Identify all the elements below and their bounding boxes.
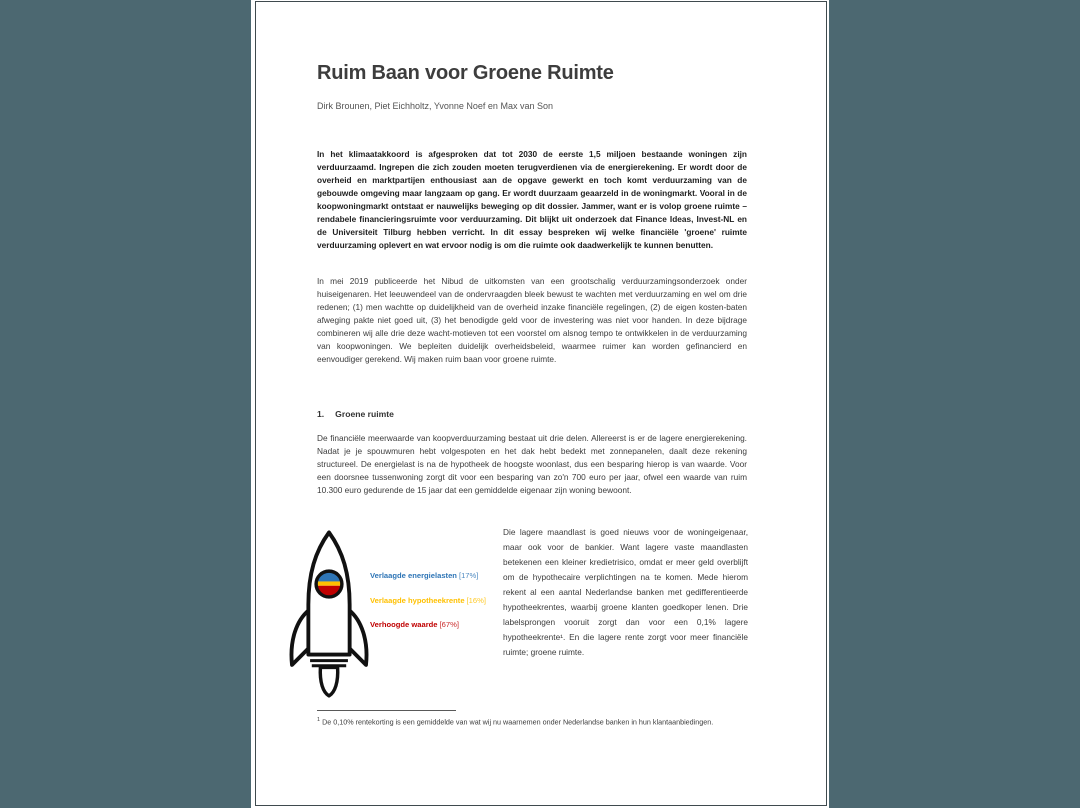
page-content — [317, 0, 747, 808]
authors-line: Dirk Brounen, Piet Eichholtz, Yvonne Noef en Max van Son — [317, 101, 553, 111]
label-value: [16%] — [466, 596, 486, 605]
document-page — [251, 0, 829, 808]
footnote-text: De 0,10% rentekorting is een gemiddelde van wat wij nu waarnemen onder Nederlandse banken in hun klantaanbiedingen. — [322, 717, 714, 727]
intro-paragraph: In het klimaatakkoord is afgesproken dat tot 2030 de eerste 1,5 miljoen bestaande woningen zijn verduurzaamd. Ingrepen die zich zouden moeten terugverdienen via de energierekening. Er wordt door de overheid en marktpartijen enthousiast aan de opgave gewerkt en toch komt verduurzaming van de gebouwde omgeving maar langzaam op gang. Er wordt duurzaam geaarzeld in de woningmarkt. Vooral in de koopwoningmarkt ontstaat er nauwelijks beweging op dit dossier. Jammer, want er is volop groene ruimte – rendabele financieringsruimte voor verduurzaming. Dit blijkt uit onderzoek dat Finance Ideas, Invest-NL en de Universiteit Tilburg hebben verricht. In dit essay bespreken wij welke financiële 'groene' ruimte verduurzaming oplevert en wat ervoor nodig is om die ruimte ook daadwerkelijk te kunnen benutten. — [317, 149, 747, 250]
label-value: [17%] — [458, 571, 479, 580]
footnote — [317, 715, 749, 727]
label-text: Verlaagde energielasten — [370, 571, 457, 580]
section-number: 1. — [317, 409, 325, 419]
side-paragraph: Die lagere maandlast is goed nieuws voor de woningeigenaar, maar ook voor de bankier. Want lagere vaste maandlasten betekenen een kleiner kredietrisico, omdat er meer geld overblijft om de hypothecaire verplichtingen na te komen. Mede hierom rekent al een aantal Nederlandse banken met gedifferentieerde hypotheekrentes, waarbij groene klanten goedkoper lenen. Drie labelsprongen vooruit zorgt dan voor een 0,1% lagere hypotheekrente¹. En die lagere rente zorgt voor meer financiële ruimte; groene ruimte. — [503, 527, 748, 657]
section-heading — [317, 409, 747, 419]
footnote-marker: 1 — [317, 717, 321, 723]
section-heading-label: Groene ruimte — [335, 409, 394, 419]
rocket-icon — [286, 529, 372, 701]
body-paragraph: De financiële meerwaarde van koopverduurzaming bestaat uit drie delen. Allereerst is er de lagere energierekening. Nadat je je spouwmuren hebt volgespoten en het dak hebt bedekt met zonnepanelen, daalt deze rekening structureel. De energielast is na de hypotheek de hoogste woonlast, dus een besparing hierop is van waarde. Voor een doorsnee tussenwoning zorgt dit voor een besparing van zo'n 700 euro per jaar, ofwel een waarde van ruim 10.300 euro gedurende de 15 jaar dat een gemiddelde eigenaar zijn woning bewoont. — [317, 433, 747, 495]
footnote-divider — [317, 710, 456, 711]
label-text: Verhoogde waarde — [370, 620, 438, 629]
body-paragraph: In mei 2019 publiceerde het Nibud de uitkomsten van een grootschalig verduurzamingsonderzoek onder huiseigenaren. Het leeuwendeel van de ondervraagden bleek bewust te wachten met verduurzaming en wel om drie redenen; (1) men wachtte op duidelijkheid van de overheid inzake financiële regelingen, (2) de eigen kosten-baten afweging pakte niet goed uit, (3) het benodigde geld voor de investering was niet voor handen. In deze bijdrage combineren wij alle drie deze wacht-motieven tot een voorstel om alsnog tempo te ontwikkelen in de verduurzaming van koopwoningen. We bepleiten duidelijk overheidsbeleid, waarmee ruimer kan worden gefinancierd en eenvoudiger gerekend. Wij maken ruim baan voor groene ruimte. — [317, 276, 747, 364]
label-value: [67%] — [439, 620, 459, 629]
page-title: Ruim Baan voor Groene Ruimte — [317, 62, 614, 84]
label-text: Verlaagde hypotheekrente — [370, 596, 465, 605]
